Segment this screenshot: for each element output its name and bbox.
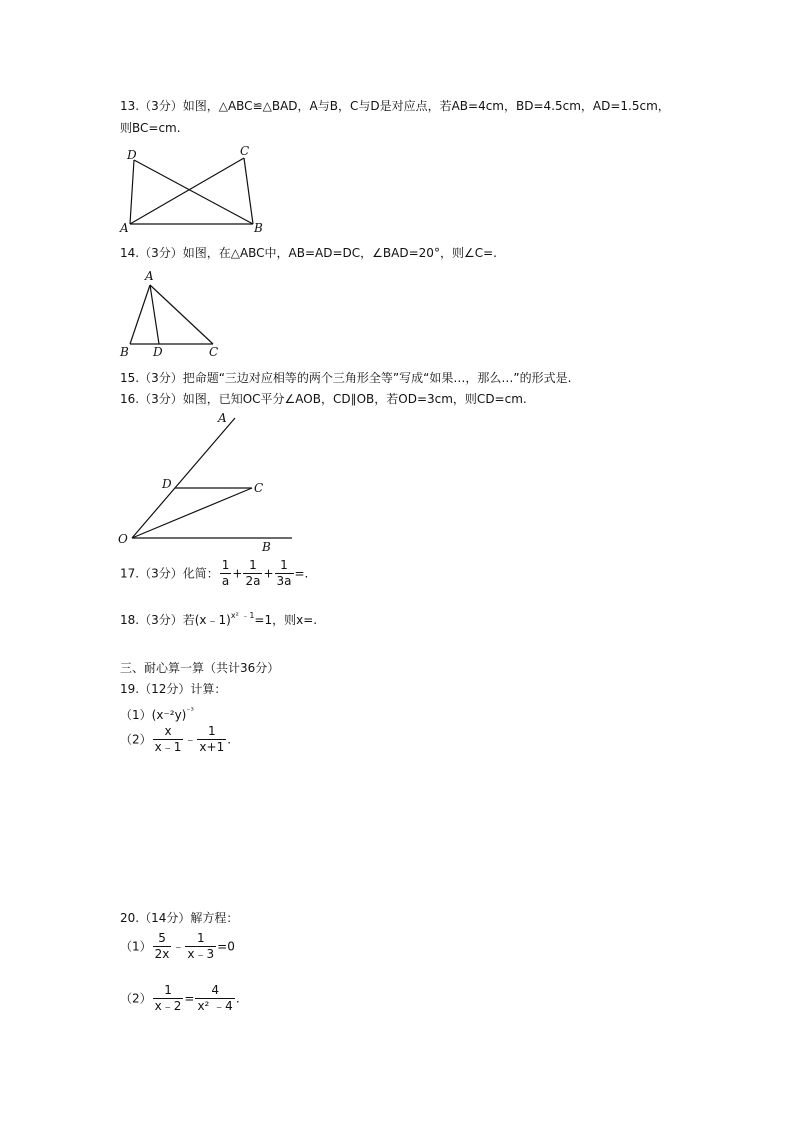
q17-fraction-3-num: 1 <box>275 558 294 574</box>
q19-fraction-1-den: x﹣1 <box>154 740 182 754</box>
q17-fraction-1-den: a <box>221 574 230 588</box>
q14-segment-AC <box>150 285 213 344</box>
q20-equals: = <box>184 991 195 1006</box>
q19-fraction-1-num: x <box>153 724 184 740</box>
q13-figure <box>112 140 272 236</box>
q20-fraction-1 <box>153 931 172 962</box>
q18-exponent: x² ﹣1 <box>230 611 255 620</box>
q17-fraction-1-num: 1 <box>221 558 230 572</box>
q14-figure <box>112 266 232 360</box>
section-3-title: 三、耐心算一算（共计36分） <box>120 661 280 675</box>
q20-fraction-4-den: x² ﹣4 <box>197 999 233 1013</box>
q19-end: . <box>227 732 232 747</box>
q20-fraction-4 <box>195 983 234 1014</box>
q13-segment-DB <box>134 160 253 224</box>
q20-fraction-1-num: 5 <box>153 931 172 947</box>
q20-fraction-3-num: 1 <box>153 983 184 999</box>
q17-suffix: =. <box>294 566 309 581</box>
q17-prefix: 17.（3分）化简： <box>120 566 219 581</box>
q20-fraction-4-num: 4 <box>195 983 234 999</box>
q15-text: 15.（3分）把命题“三边对应相等的两个三角形全等”写成“如果…，那么…”的形式是. <box>120 371 572 385</box>
q17-plus-1: + <box>232 566 243 581</box>
q20-part-2 <box>120 983 240 1014</box>
q14-text: 14.（3分）如图，在△ABC中，AB=AD=DC，∠BAD=20°，则∠C=. <box>120 246 497 260</box>
q16-ray-OC <box>132 488 252 538</box>
q13-label-C: C <box>240 144 250 158</box>
q16-label-B: B <box>262 540 271 554</box>
q20-end: . <box>235 991 240 1006</box>
q19-part-2-label: （2） <box>120 732 152 747</box>
q17-fraction-2-num: 1 <box>243 558 262 574</box>
q17-plus-2: + <box>263 566 274 581</box>
q16-label-C: C <box>254 481 264 495</box>
q20-title: 20.（14分）解方程： <box>120 911 239 925</box>
q17-fraction-2-den: 2a <box>245 574 261 588</box>
q18-suffix: =1，则x=. <box>254 613 318 627</box>
q16-ray-OA <box>132 418 235 538</box>
q13-segment-BC <box>244 158 253 224</box>
q14-segment-AB <box>130 285 150 344</box>
q14-label-B: B <box>120 345 129 359</box>
q20-part-1-label: （1） <box>120 939 152 954</box>
q19-fraction-2-num: 1 <box>197 724 226 740</box>
q20-fraction-2-den: x﹣3 <box>187 947 215 961</box>
q14-label-D: D <box>153 345 163 359</box>
q19-part-1-expr: (x⁻²y) <box>151 708 187 722</box>
q20-fraction-3 <box>153 983 184 1014</box>
q17-fraction-1 <box>220 558 232 589</box>
q19-fraction-1 <box>153 724 184 755</box>
q20-fraction-2 <box>185 931 216 962</box>
q14-segment-AD <box>150 285 159 344</box>
q14-label-C: C <box>209 345 219 359</box>
q13-label-D: D <box>127 148 137 162</box>
q13-label-A: A <box>120 221 129 235</box>
q13-label-B: B <box>254 221 263 235</box>
q13-text: 13.（3分）如图，△ABC≌△BAD，A与B，C与D是对应点，若AB=4cm，BD=4.5cm，AD=1.5cm， <box>120 99 670 113</box>
q20-minus: ﹣ <box>172 939 185 954</box>
q16-figure <box>112 408 302 554</box>
q16-label-A: A <box>218 411 227 425</box>
q20-fraction-2-num: 1 <box>185 931 216 947</box>
q20-fraction-3-den: x﹣2 <box>154 999 182 1013</box>
q20-part-2-label: （2） <box>120 991 152 1006</box>
q16-text: 16.（3分）如图，已知OC平分∠AOB，CD∥OB，若OD=3cm，则CD=cm. <box>120 392 527 406</box>
q13-segment-AC <box>130 158 244 224</box>
q16-label-O: O <box>118 532 128 546</box>
q20-part-1 <box>120 931 235 962</box>
q20-fraction-1-den: 2x <box>154 947 170 961</box>
q19-part-1 <box>120 703 194 723</box>
q14-label-A: A <box>145 269 154 283</box>
q17-line <box>120 558 308 589</box>
q19-part-1-label: （1） <box>120 708 152 722</box>
q17-fraction-3 <box>275 558 294 589</box>
q18-line <box>120 608 317 628</box>
q17-fraction-2 <box>243 558 262 589</box>
q18-prefix: 18.（3分）若 <box>120 613 195 627</box>
q13-segment-DA <box>130 160 134 224</box>
q19-minus: ﹣ <box>184 732 197 747</box>
q20-part-1-end: =0 <box>217 939 235 954</box>
q19-fraction-2 <box>197 724 226 755</box>
q16-label-D: D <box>162 477 172 491</box>
q13-text-2: 则BC=cm. <box>120 121 181 135</box>
q19-title: 19.（12分）计算： <box>120 682 227 696</box>
q18-base: (x﹣1) <box>194 613 231 627</box>
q19-part-2 <box>120 724 231 755</box>
q19-fraction-2-den: x+1 <box>199 740 225 754</box>
q17-fraction-3-den: 3a <box>276 574 292 588</box>
q19-part-1-exponent: ⁻³ <box>186 706 194 715</box>
